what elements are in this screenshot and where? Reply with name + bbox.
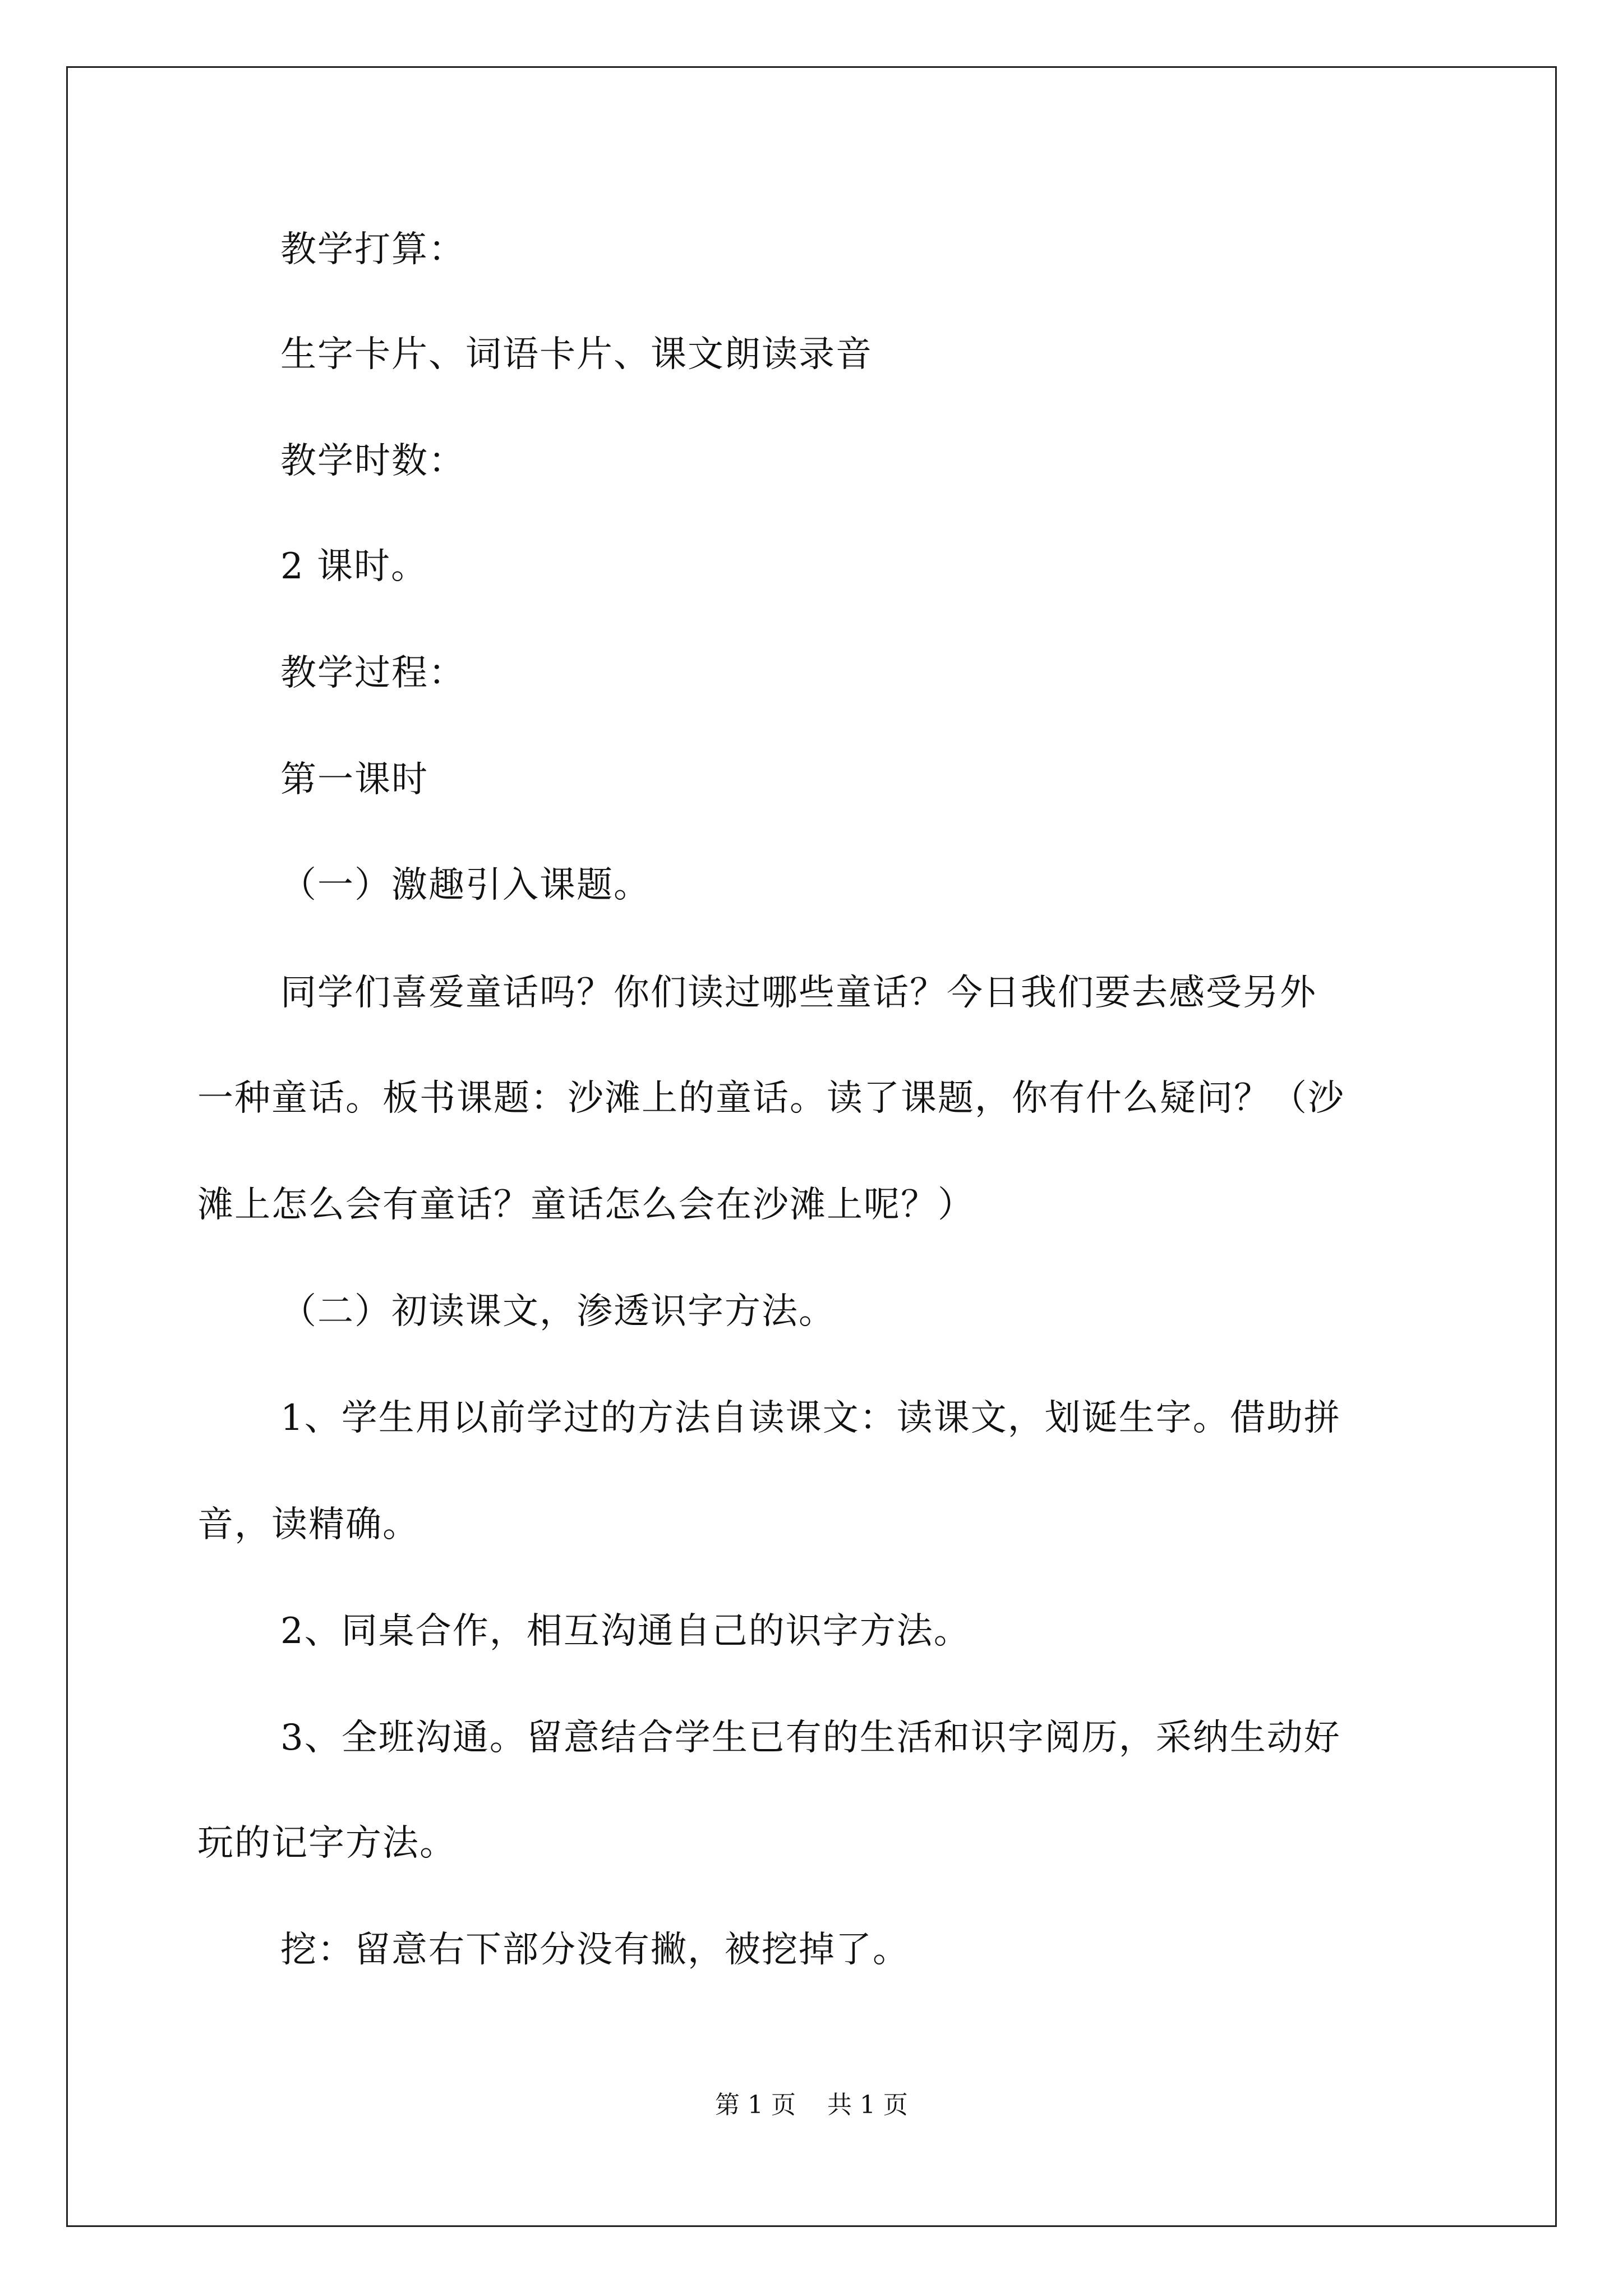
section-heading-two: （二）初读课文，渗透识字方法。 xyxy=(280,1291,836,1332)
page-footer: 第 1 页 共 1 页 xyxy=(715,2091,908,2119)
paragraph-intro-line1: 同学们喜爱童话吗？你们读过哪些童话？今日我们要去感受另外 xyxy=(280,972,1317,1014)
paragraph-intro-line2: 一种童话。板书课题：沙滩上的童话。读了课题，你有什么疑问？（沙 xyxy=(197,1078,1345,1119)
heading-teaching-hours: 教学时数： xyxy=(280,440,465,482)
paragraph-materials: 生字卡片、词语卡片、课文朗读录音 xyxy=(280,334,873,375)
heading-teaching-process: 教学过程： xyxy=(280,652,465,694)
step-3-line2: 玩的记字方法。 xyxy=(197,1823,457,1864)
section-heading-one: （一）激趣引入课题。 xyxy=(280,864,651,906)
note-wa: 挖：留意右下部分没有撇，被挖掉了。 xyxy=(280,1929,910,1971)
page-border xyxy=(66,66,1557,2227)
step-1-line2: 音，读精确。 xyxy=(197,1504,419,1545)
step-3-line1: 3、全班沟通。留意结合学生已有的生活和识字阅历，采纳生动好 xyxy=(280,1717,1341,1759)
paragraph-hours: 2 课时。 xyxy=(280,546,428,587)
step-2: 2、同桌合作，相互沟通自己的识字方法。 xyxy=(280,1611,971,1652)
paragraph-intro-line3: 滩上怎么会有童话？童话怎么会在沙滩上呢？） xyxy=(197,1184,975,1226)
step-1-line1: 1、学生用以前学过的方法自读课文：读课文，划诞生字。借助拼 xyxy=(280,1397,1341,1439)
heading-teaching-preparation: 教学打算： xyxy=(280,229,465,270)
heading-first-lesson: 第一课时 xyxy=(280,759,428,800)
